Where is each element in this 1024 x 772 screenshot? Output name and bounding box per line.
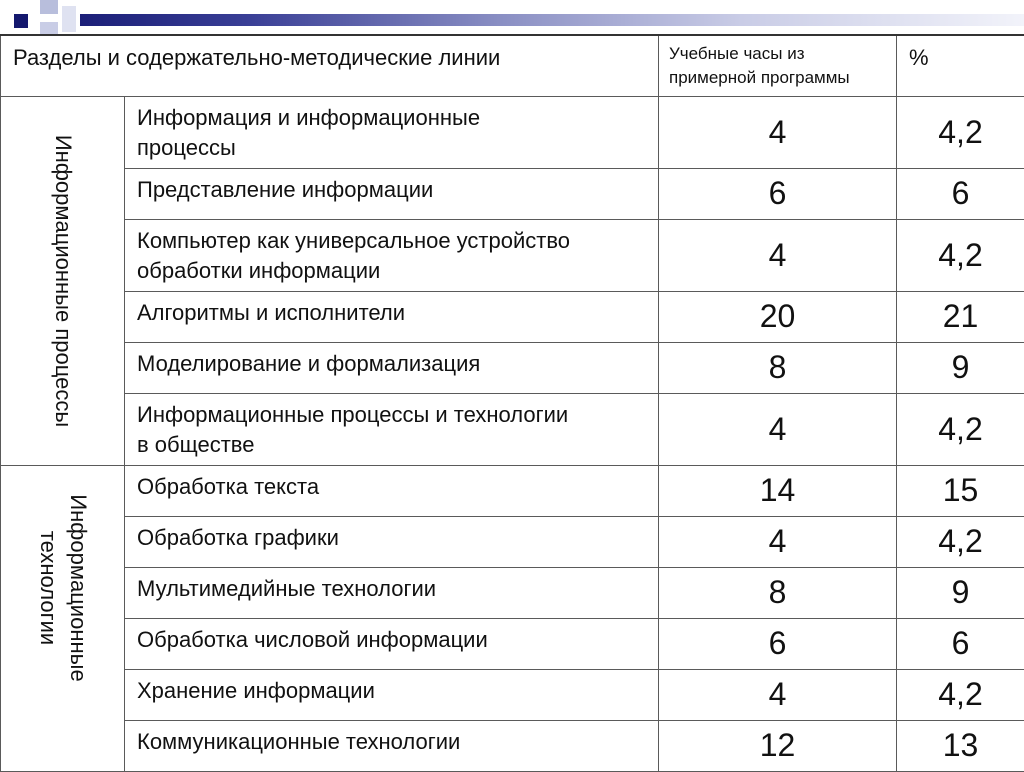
- percent-cell: 6: [897, 618, 1024, 669]
- header-percent: [897, 35, 1024, 96]
- topic-label: Мультимедийные технологии: [137, 576, 436, 601]
- topic-label: Информация и информационные: [137, 105, 480, 130]
- table-row: [1, 516, 1024, 567]
- header-hours-label-line1: Учебные часы из: [669, 44, 805, 63]
- hours-cell: 14: [659, 465, 897, 516]
- header-percent-label: %: [909, 45, 929, 70]
- topic-label: Алгоритмы и исполнители: [137, 300, 405, 325]
- section-label: [33, 494, 93, 681]
- topic-label: Обработка числовой информации: [137, 627, 488, 652]
- hours-cell: 20: [659, 291, 897, 342]
- curriculum-table: [0, 34, 1024, 772]
- percent-cell: 13: [897, 720, 1024, 771]
- decor-square-icon: [40, 22, 58, 34]
- topic-cell: [125, 96, 659, 168]
- table-row: [1, 669, 1024, 720]
- hours-cell: 4: [659, 393, 897, 465]
- hours-cell: 12: [659, 720, 897, 771]
- table-row: [1, 96, 1024, 168]
- section-label: [48, 134, 78, 426]
- topic-cell: [125, 720, 659, 771]
- topic-cell: [125, 465, 659, 516]
- topic-label: в обществе: [137, 432, 254, 457]
- topic-cell: [125, 219, 659, 291]
- topic-cell: [125, 618, 659, 669]
- table-row: [1, 393, 1024, 465]
- hours-cell: 6: [659, 168, 897, 219]
- decor-square-icon: [62, 6, 76, 32]
- hours-cell: 4: [659, 96, 897, 168]
- topic-cell: [125, 342, 659, 393]
- section-cell-technologies: [1, 465, 125, 771]
- topic-label: Хранение информации: [137, 678, 375, 703]
- percent-cell: 15: [897, 465, 1024, 516]
- header-hours: [659, 35, 897, 96]
- percent-cell: 4,2: [897, 516, 1024, 567]
- slide-header-decoration: [0, 0, 1024, 34]
- topic-cell: [125, 669, 659, 720]
- hours-cell: 4: [659, 516, 897, 567]
- table-row: [1, 219, 1024, 291]
- table-row: [1, 465, 1024, 516]
- topic-cell: [125, 393, 659, 465]
- percent-cell: 4,2: [897, 669, 1024, 720]
- topic-label: обработки информации: [137, 258, 380, 283]
- topic-label: Коммуникационные технологии: [137, 729, 460, 754]
- topic-cell: [125, 516, 659, 567]
- percent-cell: 4,2: [897, 219, 1024, 291]
- table-header-row: [1, 35, 1024, 96]
- hours-cell: 4: [659, 669, 897, 720]
- topic-label: Представление информации: [137, 177, 433, 202]
- topic-label: Моделирование и формализация: [137, 351, 480, 376]
- header-sections: [1, 35, 659, 96]
- percent-cell: 4,2: [897, 393, 1024, 465]
- topic-label: Информационные процессы и технологии: [137, 402, 568, 427]
- table-row: [1, 720, 1024, 771]
- hours-cell: 8: [659, 342, 897, 393]
- percent-cell: 9: [897, 342, 1024, 393]
- table-row: [1, 291, 1024, 342]
- topic-label: Обработка графики: [137, 525, 339, 550]
- decor-square-icon: [40, 0, 58, 14]
- section-title: Информационные процессы: [48, 134, 78, 426]
- percent-cell: 4,2: [897, 96, 1024, 168]
- percent-cell: 9: [897, 567, 1024, 618]
- bullet-square-icon: [14, 14, 28, 28]
- table-row: [1, 618, 1024, 669]
- section-title: технологии: [33, 494, 63, 681]
- section-title: Информационные: [63, 494, 93, 681]
- header-sections-label: Разделы и содержательно-методические линии: [13, 45, 500, 70]
- section-cell-processes: [1, 96, 125, 465]
- percent-cell: 21: [897, 291, 1024, 342]
- table-row: [1, 567, 1024, 618]
- topic-cell: [125, 291, 659, 342]
- topic-cell: [125, 168, 659, 219]
- hours-cell: 4: [659, 219, 897, 291]
- hours-cell: 6: [659, 618, 897, 669]
- table-row: [1, 168, 1024, 219]
- topic-label: Обработка текста: [137, 474, 319, 499]
- header-hours-label-line2: примерной программы: [669, 68, 850, 87]
- table-row: [1, 342, 1024, 393]
- hours-cell: 8: [659, 567, 897, 618]
- gradient-bar: [80, 14, 1024, 26]
- topic-label: процессы: [137, 135, 236, 160]
- topic-label: Компьютер как универсальное устройство: [137, 228, 570, 253]
- percent-cell: 6: [897, 168, 1024, 219]
- topic-cell: [125, 567, 659, 618]
